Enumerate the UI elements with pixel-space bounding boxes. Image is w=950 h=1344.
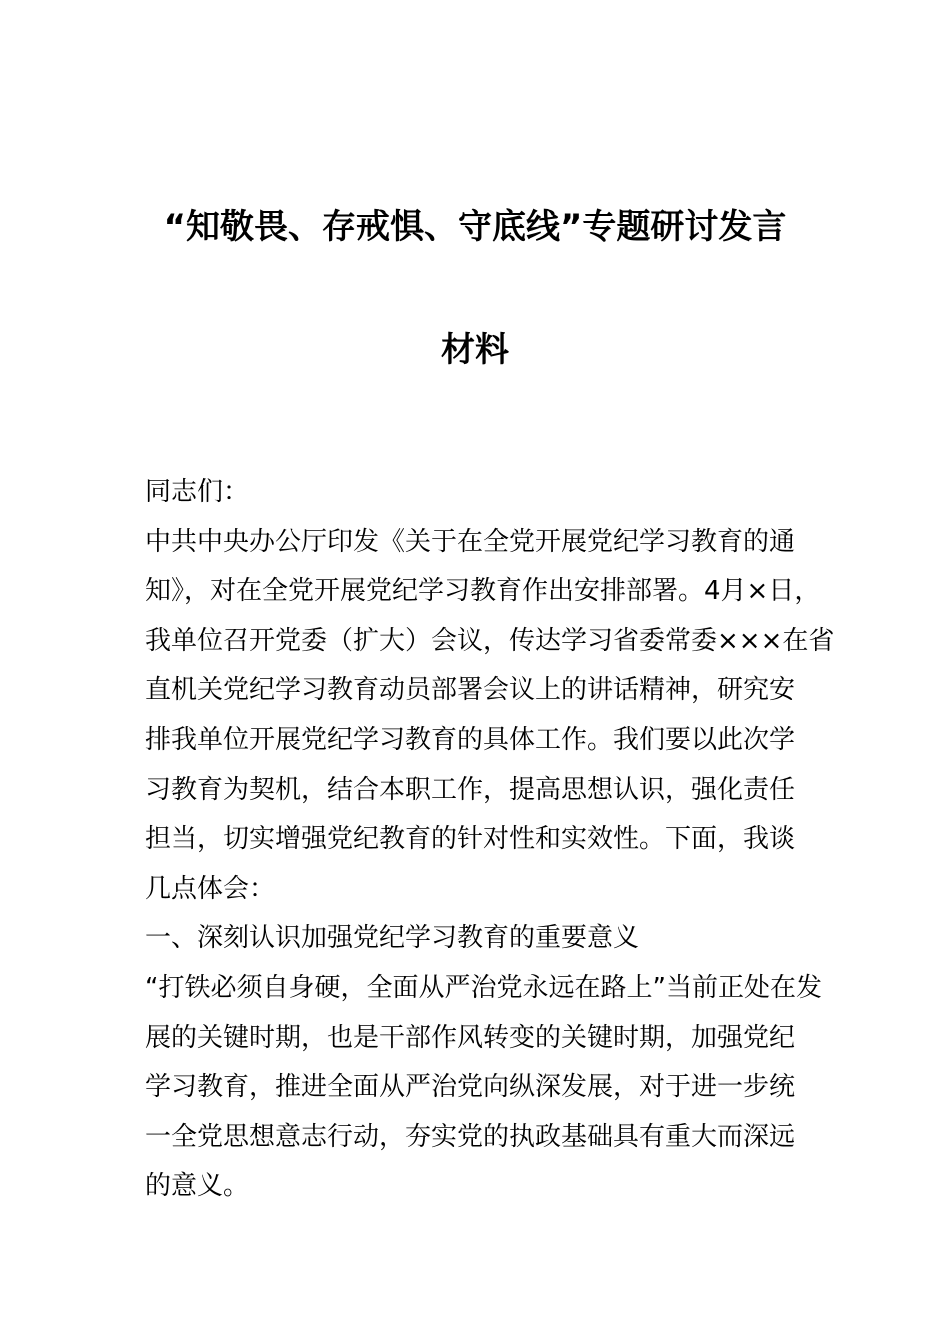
body-line: 几点体会： — [145, 873, 276, 904]
body-line: 知》，对在全党开展党纪学习教育作出安排部署。4月×日， — [145, 576, 821, 607]
section-heading: 一、深刻认识加强党纪学习教育的重要意义 — [145, 923, 640, 954]
body-line: 排我单位开展党纪学习教育的具体工作。我们要以此次学 — [145, 724, 796, 755]
body-line: 直机关党纪学习教育动员部署会议上的讲话精神，研究安 — [145, 675, 796, 706]
body-line: 担当，切实增强党纪教育的针对性和实效性。下面，我谈 — [145, 824, 796, 855]
body-line: 的意义。 — [145, 1171, 250, 1202]
document-title-line-2: 材料 — [441, 330, 509, 370]
body-line: 我单位召开党委（扩大）会议，传达学习省委常委×××在省 — [145, 625, 835, 656]
body-line: 一全党思想意志行动，夯实党的执政基础具有重大而深远 — [145, 1121, 796, 1152]
salutation: 同志们： — [145, 477, 250, 507]
document-title-line-1: “知敬畏、存戒惧、守底线”专题研讨发言 — [163, 207, 787, 247]
body-line: 中共中央办公厅印发《关于在全党开展党纪学习教育的通 — [145, 526, 796, 557]
body-line: 习教育为契机，结合本职工作，提高思想认识，强化责任 — [145, 774, 796, 805]
body-line: 展的关键时期，也是干部作风转变的关键时期，加强党纪 — [145, 1022, 796, 1053]
body-line: 学习教育，推进全面从严治党向纵深发展，对于进一步统 — [145, 1072, 796, 1103]
document-body — [145, 468, 845, 1212]
body-line: “打铁必须自身硬，全面从严治党永远在路上”当前正处在发 — [145, 972, 822, 1003]
